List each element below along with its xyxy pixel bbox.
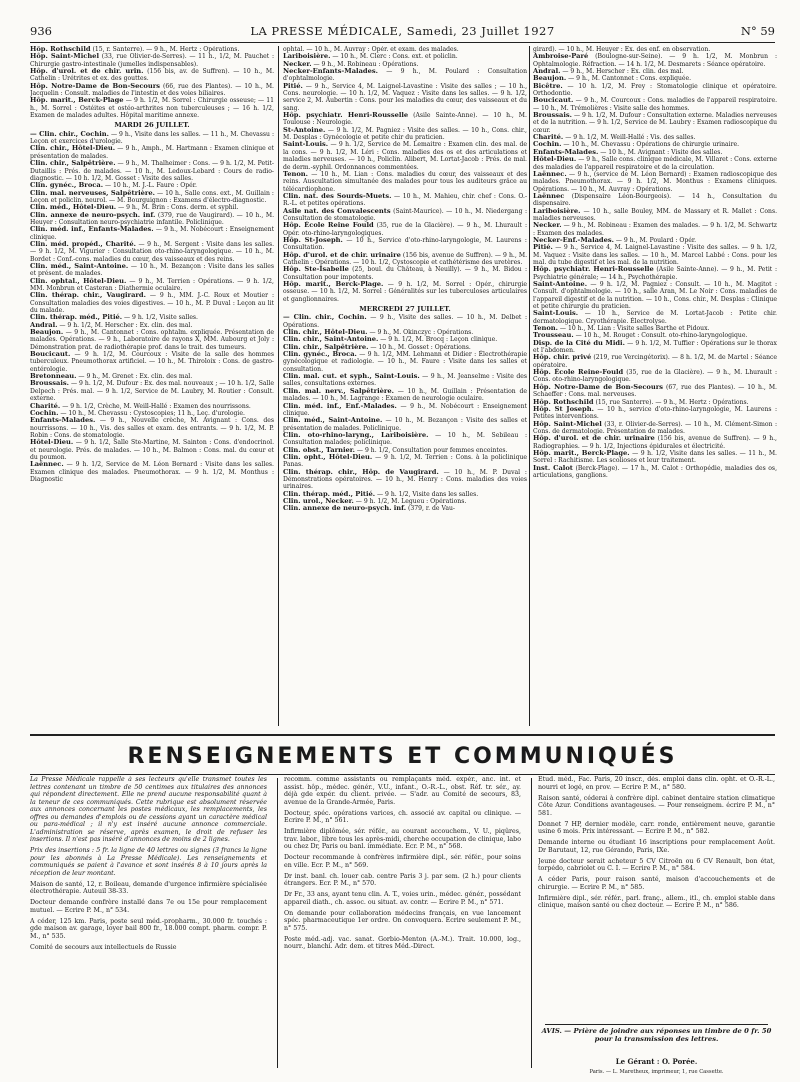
entry-institution: Necker-Enfants-Malades. xyxy=(283,67,378,76)
entry-institution: Hôp. Saint-Michel xyxy=(30,52,99,61)
schedule-entry xyxy=(30,403,274,410)
announcement: La Presse Médicale rappelle à ses lecteurs qu'elle transmet toutes les lettres contenant un timbre de 50 centimes aux titulaires des annonces qui répondent directement. Elle ne prend aucune responsabilité quant à la teneur de ces communiqués. Cette rubrique est absolument réservée aux annonces concernant les postes médicaux, les remplacements, les offres ou demandes d'emplois ou de cessions ayant un caractère médical ou para-médical ; il n'y est inséré aucune annonce commerciale. L'administration se réserve, après examen, le droit de refuser les insertions. Il n'est pas inséré d'annonces de moins de 2 lignes. xyxy=(30,776,267,843)
entry-text: (35, rue de la Glacière). — 9 h., M. Lhurault : Opér. oto-rhino-laryngologiques. xyxy=(283,222,527,237)
schedule-column-1 xyxy=(30,46,274,726)
schedule-entry xyxy=(533,193,777,208)
entry-institution: Clin. thérap. chir., Hôp. de Vaugirard. xyxy=(283,467,439,476)
entry-text: — 10 h., M. Lian : Visite salles Barthe et Pidoux. xyxy=(559,325,710,333)
announcement: Infirmière diplômée, sér. référ., au courant accouchem., V. U., piqûres, trav. labor., libre tous les après-midi, cherche occupation de clinique, labo ou chez Dr, Paris ou banl. immédiate. Ecr. P. M., n° 568. xyxy=(284,828,521,850)
entry-text: — 9 h., M. Courcoux : Cons. maladies de l'appareil respiratoire. — 10 h., M. Trémolières : Visite salle des hommes. xyxy=(533,97,777,112)
entry-text: — 10 h., M. Chevassu : Opérations de chirurgie urinaire. xyxy=(563,141,740,149)
entry-text: — 10 h., Service d'oto-rhino-laryngologie, M. Laurens : Consultation. xyxy=(283,236,527,252)
entry-institution: Hôp. marit., Berck-Plage xyxy=(30,96,124,105)
entry-institution: Clin. mal. cut. et syph., Saint-Louis. xyxy=(283,372,420,381)
entry-text: — 9 h. 1/2, Visite dans les salles. — 11 h., M. Sorrel : Rachitisme. Les scolioses et leur traitement. xyxy=(533,449,777,465)
entry-text: (15, r. Santerre). — 9 h., M. Hertz : Opérations. xyxy=(92,46,240,53)
schedule-entry xyxy=(30,351,274,373)
schedule-date-heading: MERCREDI 27 JUILLET. xyxy=(359,305,451,314)
avis-notice: AVIS. — Prière de joindre aux réponses un timbre de 0 fr. 50 pour la transmission des lettres. xyxy=(541,1027,772,1043)
entry-institution: Saint-Antoine. xyxy=(533,280,588,288)
page-number: 936 xyxy=(30,24,52,38)
schedule-entry xyxy=(283,417,527,432)
entry-text: (156 bis, avenue de Suffren). — 9 h., M. Cathelin : Opérations. — 10 h. 1/2, Cystoscopie et cathétérisme des uretères. xyxy=(283,251,527,266)
entry-text: — 9 h. 1/2, Service de M. Lemaitre : Examen clin. des mal. de la cons. — 9 h. 1/2, M. Léri : Cons. maladies des os et des articulations et maladies nerveuses. — 10 h., Policlin. Alibert, M. Lortat-Jacob : Prés. de mal. de derm.-syphil. Ordonnances commentées. xyxy=(283,141,527,171)
entry-institution: Laënnec xyxy=(533,191,565,200)
section-rule xyxy=(30,734,775,736)
schedule-entry xyxy=(30,212,274,227)
entry-institution: Clin. chir., Salpêtrière. xyxy=(283,342,369,351)
entry-text: — 10 h., M. Bezançon : Visite des salles et présentation de malades. Policlinique. xyxy=(283,417,527,432)
schedule-entry xyxy=(283,171,527,193)
schedule-entry xyxy=(30,97,274,119)
schedule-entry xyxy=(30,160,274,182)
entry-text: — 10 h., M. P. Duval : Démonstrations opératoires. — 10 h., M. Henry : Cons. maladies des voies urinaires. xyxy=(283,468,527,491)
entry-institution: Necker. xyxy=(533,221,562,230)
announcement: Infirmière dipl., sér. référ., parl. franç., allem., itl., ch. emploi stable dans clinique, maison santé ou chez docteur. — Ecrire P. M., n° 586. xyxy=(538,894,775,909)
entry-text: — 9 h. 1/2, MM. Lehmann et Didier : Électrothérapie gynécologique et radiologie. — 10 h., M. Faure : Visite dans les salles et consultation. xyxy=(283,351,527,373)
schedule-entry xyxy=(283,237,527,252)
entry-institution: Hôp. Notre-Dame de Bon-Secours xyxy=(533,382,664,391)
announcement: Docteur, spéc. opérations varices, ch. associé av. capital ou clinique. — Ecrire P. M., n° 561. xyxy=(284,809,521,824)
entry-institution: Boucicaut. xyxy=(30,350,71,359)
entry-institution: Clin. obst., Tarnier. xyxy=(283,445,355,454)
schedule-entry xyxy=(533,310,777,325)
announcement: A céder Paris, pour raison santé, maison d'accouchements et de chirurgie. — Ecrire P. M., n° 585. xyxy=(538,876,775,891)
announcement: Dr Fr., 33 ans, ayant tenu clin. A. T., voies urin., médec. génér., possédant appareil diath., ch. assoc. ou situat. av. contr. — Ecrire P. M., n° 571. xyxy=(284,891,521,906)
entry-institution: Hôp. marit., Berck-Plage. xyxy=(533,448,630,457)
entry-institution: Disp. de la Cité du Midi. xyxy=(533,338,625,347)
entry-text: — 9 h., M. Thalheimer : Cons. — 9 h. 1/2, M. Petit-Dutaillis : Prés. de malades. — 10 h., M. Ledoux-Lebard : Cours de radio-diagnostic. — 10 h. 1/2, M. Gosset : Visite des salles. xyxy=(30,160,274,182)
schedule-entry xyxy=(533,384,777,399)
schedule-column-3 xyxy=(533,46,777,726)
schedule-entry xyxy=(283,83,527,112)
schedule-entry xyxy=(30,439,274,461)
announcements-column-1 xyxy=(30,776,267,1076)
entry-institution: Inst. Calot xyxy=(533,463,573,472)
schedule-entry xyxy=(533,450,777,465)
schedule-entry xyxy=(283,222,527,237)
schedule-entry xyxy=(533,435,777,450)
announcement: Maison de santé, 12, r. Boileau, demande d'urgence infirmière spécialisée électrothérapie. Auteuil 38-33. xyxy=(30,880,267,895)
entry-institution: — Clin. chir., Cochin. xyxy=(30,129,109,138)
entry-institution: Clin. mal. nerveuses, Salpêtrière. xyxy=(30,188,156,197)
schedule-entry xyxy=(30,190,274,205)
entry-institution: Pitié. xyxy=(533,243,553,252)
schedule-entry xyxy=(30,68,274,83)
column-divider xyxy=(529,46,530,726)
entry-institution: Cochin. xyxy=(533,140,562,149)
entry-institution: Enfants-Malades. xyxy=(533,147,599,156)
announcement: Comité de secours aux intellectuels de Russie xyxy=(30,943,177,951)
schedule-entry xyxy=(533,244,777,266)
announcement: Jeune docteur serait acheteur 5 CV Citroën ou 6 CV Renault, bon état, torpédo, cabriolet ou C. I. — Ecrire P. M., n° 584. xyxy=(538,857,775,872)
entry-institution: Clin. thérap. méd., Pitié. xyxy=(283,489,376,498)
entry-institution: Clin. méd., Saint-Antoine. xyxy=(30,261,129,270)
entry-text: — 9 h. 1/2, Visite salles. xyxy=(124,314,198,322)
entry-institution: Trousseau. xyxy=(533,331,574,340)
entry-institution: Hôp. d'urol. et de chir. urinaire xyxy=(533,434,655,443)
entry-institution: Lariboisière. xyxy=(533,206,581,215)
schedule-entry xyxy=(283,281,527,303)
entry-text: — 10 h., M. Rouget : Consult. oto-rhino-laryngologique. xyxy=(575,332,748,340)
announcement: Docteur recommande à confrères infirmière dipl., sér. référ., pour soins en ville. Ecr. P. M., n° 569. xyxy=(284,854,521,869)
entry-institution: Saint-Louis. xyxy=(533,309,579,318)
entry-institution: Clin. gynéc., Broca. xyxy=(30,181,104,190)
entry-institution: Beaujon. xyxy=(30,328,64,337)
schedule-entry xyxy=(283,403,527,418)
entry-institution: Hôp. d'urol. et de chir. urin. xyxy=(30,67,144,76)
entry-text: — 9 h. 1/2, Visite dans les salles. xyxy=(377,490,479,498)
schedule-entry xyxy=(533,421,777,436)
printer-line: Paris. — L. Maretheux, imprimeur, 1, rue Cassette. xyxy=(589,1069,724,1075)
entry-institution: Clin. oto-rhino-laryng., Lariboisière. xyxy=(283,430,429,439)
schedule-entry xyxy=(533,53,777,68)
entry-institution: Clin. chir., Saint-Antoine. xyxy=(283,335,379,344)
entry-text: — 9 h. 1/2, Salle Ste-Martine, M. Sainton : Cons. d'endocrinol. et neurologie. Prés. de malades. — 10 h., M. Balmon : Cons. mal. du cœur et du poumon. xyxy=(30,439,274,461)
schedule-entry xyxy=(30,329,274,351)
schedule-entry xyxy=(30,292,274,314)
entry-text: — 9 h., M. Brin : Cons. derm. et syphil. xyxy=(118,204,239,212)
entry-text: — 10 h., M. Bezançon : Visite dans les salles et présent. de malades. xyxy=(30,262,274,278)
gerant-signature: Le Gérant : O. Porée. xyxy=(615,1057,698,1066)
entry-text: (33, rue Olivier-de-Serres). — 11 h., 1/2, M. Pauchet : Chirurgie gastro-intestinale (jumelles indispensables). xyxy=(30,53,274,68)
announcement: On demande pour collaboration médecins français, en vue lancement spéc. pharmaceutique 1er ordre. On convoquera. Ecrire seulement P. M., n° 575. xyxy=(284,909,521,932)
entry-institution: St-Antoine. xyxy=(283,125,326,134)
entry-text: (25, boul. du Château, à Neuilly). — 9 h., M. Bidou : Consultation pour impotents. xyxy=(283,266,527,281)
entry-text: — 9 h., M. Cantonnet : Cons. ophtalm. expliquée. Présentation de malades. Opérations. — 9 h., Laboratoire de rayons X, MM. Aubourg et Joly : Démonstration prat. de radiothérapie prof. dans le trait. des tumeurs. xyxy=(30,329,274,351)
entry-text: (Boulogne-sur-Seine). — 9 h. 1/2, M. Monbrun : Ophtalmologie. Réfraction. — 14 h. 1/2, M. Desmarets : Séance opératoire. xyxy=(533,53,777,68)
entry-institution: Broussais. xyxy=(30,379,69,388)
schedule-entry xyxy=(283,112,527,127)
schedule-entry xyxy=(283,314,527,329)
entry-institution: Laënnec. xyxy=(30,460,64,469)
schedule-entry xyxy=(283,266,527,281)
entry-text: (Saint-Maurice). — 10 h., M. Niedergang : Consultation de stomatologie. xyxy=(283,207,527,222)
schedule-entry xyxy=(30,314,274,321)
entry-text: (Berck-Plage). — 17 h., M. Calot : Orthopédie, maladies des os, articulations, ganglions. xyxy=(533,464,777,479)
entry-text: — 9 h. 1/2, M. Dufour : Consultation externe. Maladies nerveuses et de la nutrition. — 9 h. 1/2, Service de M. Laubry : Examen radioscopique du cœur. xyxy=(533,112,777,134)
entry-institution: Andral. xyxy=(30,320,58,329)
entry-text: — 9 h., Visite dans les salles. — 11 h., M. Chevassu : Leçon et exercices d'urologie. xyxy=(30,130,274,146)
entry-text: (379, rue de Vaugirard). — 10 h., M. Heuyer : Consultation neuro-psychiatrie infantile. Policlinique. xyxy=(30,211,274,226)
entry-institution: Saint-Louis. xyxy=(283,140,329,149)
entry-institution: Clin. ophtal., Hôtel-Dieu. xyxy=(30,276,127,285)
announcement: Raison santé, céderai à confrère dipl. cabinet dentaire station climatique Côte Azur. Conditions avantageuses. — Pour renseignem. écrire P. M., n° 581. xyxy=(538,794,775,817)
announcement: Dr inst. banl. ch. louer cab. centre Paris 3 j. par sem. (2 h.) pour clients étrangers. Ecr. P. M., n° 570. xyxy=(284,872,521,887)
schedule-entry xyxy=(30,322,274,329)
entry-institution: Necker. xyxy=(283,59,312,68)
schedule-entry xyxy=(283,252,527,267)
entry-institution: Asile nat. des Convalescents xyxy=(283,206,391,215)
schedule-entry xyxy=(533,369,777,384)
entry-text: — 9 h. 1/2, M. Herscher : Ex. clin. des mal. xyxy=(59,321,193,329)
entry-text: — 10 h., M. Mahieu, chir. chef : Cons. O.-R.-L. et petites opérations. xyxy=(283,192,527,208)
schedule-entry xyxy=(30,145,274,160)
entry-institution: Hôp. Rothschild xyxy=(533,397,594,406)
announcement: A céder, 125 km. Paris, poste seul méd.-propharm., 30.000 fr. touchés : gde maison av. garage, loyer bail 800 fr., 18.000 compt. pharm. compr. P. M., n° 535. xyxy=(30,917,267,940)
entry-text: (Dispensaire Léon-Bourgeois). — 14 h., Consultation du dispensaire. xyxy=(533,192,777,208)
avis-rule xyxy=(545,1024,768,1025)
entry-text: (Asile Sainte-Anne). — 9 h., M. Petit : Psychiatrie générale; — 14 h., Psychothérapie. xyxy=(533,266,777,281)
entry-institution: Hôp. d'urol. et de chir. urinaire xyxy=(283,250,401,259)
schedule-entry xyxy=(283,53,527,60)
entry-institution: Hôtel-Dieu. xyxy=(533,155,577,164)
entry-text: (Asile Sainte-Anne). — 10 h., M. Toulouse : Neurologie. xyxy=(283,112,527,127)
schedule-entry xyxy=(283,68,527,83)
entry-institution: Hôp. École Reine-Fould xyxy=(533,368,624,377)
schedule-entry xyxy=(30,461,274,483)
section-rule xyxy=(30,774,775,775)
entry-text: — 9 h., MM. J.-C. Roux et Moutier : Consultation maladies des voies digestives. — 10 h., M. P. Duval : Leçon au lit du malade. xyxy=(30,292,274,315)
page-header xyxy=(30,24,775,40)
journal-title: LA PRESSE MÉDICALE, Samedi, 23 Juillet 1927 xyxy=(250,24,555,38)
entry-text: — 9 h., M. Nobécourt : Enseignement clinique. xyxy=(283,402,527,417)
issue-number: N° 59 xyxy=(740,24,775,38)
entry-text: girard). — 10 h., M. Heuyer : Ex. des enf. en observation. xyxy=(533,46,711,53)
entry-text: — 10 h., M. Guillain : Présentation de malades. — 10 h., M. Lagrange : Examen de neurologie oculaire. xyxy=(283,387,527,403)
entry-institution: Necker-Enf.-Malades. xyxy=(533,235,614,244)
announcement: Prix des insertions : 5 fr. la ligne de 40 lettres ou signes (3 francs la ligne pour les abonnés à La Presse Médicale). Les renseignements et communiqués se paient à l'avance et sont insérés 8 à 10 jours après la réception de leur montant. xyxy=(30,847,267,877)
entry-text: — 9 h. 1/2, M. Tuffier : Opérations sur le thorax et l'abdomen. xyxy=(533,339,777,355)
schedule-entry xyxy=(533,340,777,355)
entry-text: — 9 h., Service 4, M. Laignel-Lavastine : Visite des salles ; — 10 h., Cons. neurologie. — 10 h. 1/2, M. Vaquez : Visite dans les salles. — 9 h. 1/2, service 2, M. Aubertin : Cons. pour les maladies du cœur, des vaisseaux et du sang. xyxy=(283,82,527,112)
entry-institution: Hôp. marit., Berck-Plage. xyxy=(283,280,384,288)
announcement: Demande interne ou étudiant 16 inscriptions pour remplacement Août. Dr Barutaut, 12, rue Gérando, Paris, IXe. xyxy=(538,839,775,854)
schedule-entry xyxy=(533,97,777,112)
entry-text: (66, rue des Plantes). — 10 h., M. Jacquelin : Consult. maladies de l'intestin et des voies biliaires. xyxy=(30,82,274,98)
entry-text: (219, rue Vercingétorix). — 8 h. 1/2, M. de Martel : Séance opératoire. xyxy=(533,354,777,369)
entry-text: — 10 h., Service de M. Lortat-Jacob : Petite chir. dermatologique. Cryothérapie. Électrolyse. xyxy=(533,310,777,325)
schedule-entry xyxy=(283,351,527,373)
schedule-entry xyxy=(30,226,274,241)
entry-institution: Clin. thérap. méd., Pitié. xyxy=(30,313,123,322)
entry-institution: Hôp. Ste-Isabelle xyxy=(283,265,349,274)
entry-institution: Hôp. psychiatr. Henri-Rousselle xyxy=(533,265,654,274)
entry-text: ophtal. — 10 h., M. Auvray : Opér. et exam. des malades. xyxy=(283,46,459,53)
entry-institution: Hôp. chir. privé xyxy=(533,353,592,362)
entry-text: — 9 h. 1/2, Consultation pour femmes enceintes. xyxy=(356,446,508,454)
entry-institution: Charité. xyxy=(30,401,61,410)
entry-institution: Hôp. Saint-Michel xyxy=(533,419,602,428)
column-divider xyxy=(531,778,532,1068)
entry-institution: Ambroise-Paré xyxy=(533,52,589,61)
entry-institution: Lariboisière. xyxy=(283,52,331,61)
entry-text: — 9 h. 1/2, M. Courcoux : Visite de la salle des hommes tuberculeux. Pneumothorax artificiel. — 10 h., M. Thiroloix : Cons. de gastro-entérologie. xyxy=(30,351,274,373)
entry-text: — 9 h. 1/2, M. Pagniez : Visite des salles. — 10 h., Cons. chir., M. Desplas : Gynécologie et petite chir du praticien. xyxy=(283,126,527,142)
schedule-column-2 xyxy=(283,46,527,726)
entry-text: — 10 h., M. Lian : Cons. maladies du cœur, des vaisseaux et des reins. Auscultation simultanée des malades pour tous les auditeurs grâce au télécardiophone. xyxy=(283,170,527,193)
entry-institution: Clin. annexe de neuro-psych. inf. xyxy=(30,210,156,219)
entry-text: — 10 h., salle Bouley, MM. de Massary et R. Mallet : Cons. maladies nerveuses. xyxy=(533,207,777,222)
announcement: Poste méd.-adj. vac. sanat. Gorbio-Menton (A.-M.). Trait. 10.000, log., nourr., blanchi. Adr. dem. et titres Méd.-Direct. xyxy=(284,935,521,950)
entry-text: (15, rue Santerre). — 9 h., M. Hertz : Opérations. xyxy=(595,398,749,406)
entry-text: (67, rue des Plantes). — 10 h., M. Schaeffer : Cons. mal. nerveuses. xyxy=(533,383,777,399)
entry-text: — 9 h., Salle cons. clinique médicale, M. Villaret : Cons. externe des maladies de l'appareil respiratoire et de la circulation. xyxy=(533,156,777,171)
schedule-entry xyxy=(283,193,527,208)
announcement: Étud. méd., Fac. Paris, 20 inscr., dés. emploi dans clin. opht. et O.-R.-L., nourri et logé, en prov. — Ecrire P. M., n° 580. xyxy=(538,776,775,791)
entry-text: — 9 h. 1/2, M. Terrien : Cons. à la policlinique Panas. xyxy=(283,453,527,469)
section-banner: RENSEIGNEMENTS ET COMMUNIQUÉS xyxy=(127,744,678,769)
schedule-entry xyxy=(533,281,777,310)
entry-text: — 10 h. 1/2, M. Frey : Stomatologie clinique et opératoire. Orthodontie. xyxy=(533,82,777,98)
schedule-entry xyxy=(283,454,527,469)
announcements-column-3 xyxy=(538,776,775,1026)
entry-text: — 10 h., M. Sebileau : Consultation malades; policlinique. xyxy=(283,431,527,447)
schedule-entry xyxy=(533,112,777,134)
entry-text: — 10 h., M. Gosset : Opérations. xyxy=(370,343,471,351)
column-divider xyxy=(278,46,279,726)
entry-institution: Clin. chir., Hôtel-Dieu. xyxy=(283,328,368,337)
entry-text: — 10 h., Salle cons. ext., M. Guillain : Leçon et policlin. neurol. — M. Bourguignon : Examens d'électro-diagnostic. xyxy=(30,189,274,204)
entry-institution: — Clin. chir., Cochin. xyxy=(283,313,367,322)
schedule-entry xyxy=(533,75,777,82)
entry-text: — 9 h., M. Nobécourt : Enseignement clinique. xyxy=(30,226,274,241)
entry-text: — 9 h. 1/2, M. Brocq : Leçon clinique. xyxy=(380,336,498,344)
entry-text: — 9 h. 1/2, Service de M. Léon Bernard : Visite dans les salles. Examen clinique des malades. Pneumothorax. — 9 h. 1/2, M. Monthus : Diagnostic xyxy=(30,461,274,483)
entry-text: — 9 h., M. Robineau : Examen des malades. — 9 h. 1/2, M. Schwartz : Examen des malades. xyxy=(533,222,777,237)
schedule-entry xyxy=(30,380,274,402)
entry-institution: Bicêtre. xyxy=(533,81,563,90)
column-divider xyxy=(277,778,278,1068)
entry-text: — 10 h., M. J.-L. Faure : Opér. xyxy=(104,182,197,190)
entry-text: — 9 h., Visite des salles. — 10 h., M. Delbet : Opérations. xyxy=(283,314,527,329)
entry-institution: Hôtel-Dieu. xyxy=(30,438,74,447)
entry-text: — 9 h., M. Grenet : Ex. clin. des mal. xyxy=(78,373,193,381)
entry-institution: Hôp. Rothschild xyxy=(30,46,91,53)
entry-text: — 9 h., M. Robineau : Opérations. xyxy=(313,60,419,68)
schedule-entry xyxy=(30,83,274,98)
entry-text: — 9 h., M. Poulard : Consultation d'ophtalmologie. xyxy=(283,68,527,83)
entry-institution: Clin. urol., Necker. xyxy=(283,496,354,505)
entry-institution: Clin. thérap. chir., Vaugirard. xyxy=(30,291,146,300)
entry-institution: Clin. méd. inf., Enfants-Malades. xyxy=(30,225,154,234)
announcements-column-2 xyxy=(284,776,521,1016)
entry-text: — 9 h., Service 4, M. Laignel-Lavastine : Visite des salles. — 9 h. 1/2, M. Vaquez : Visite dans les salles. — 10 h., M. Marcel Labbé : Cons. pour les mal. du tube digestif et les mal. de la nutrition. xyxy=(533,244,777,266)
schedule-entry xyxy=(533,406,777,421)
entry-institution: Pitié. xyxy=(283,81,303,90)
schedule-date-heading: MARDI 26 JUILLET. xyxy=(114,121,190,130)
schedule-entry xyxy=(533,171,777,193)
schedule-entry xyxy=(30,53,274,68)
schedule-entry xyxy=(283,141,527,170)
entry-text: — 9 h., M. Okinczyc : Opérations. xyxy=(369,329,474,337)
entry-text: — 10 h., M. Chevassu : Cystoscopies; 11 h., Leç. d'urologie. xyxy=(60,409,245,417)
entry-institution: Clin. gynéc., Broca. xyxy=(283,350,357,359)
entry-institution: Tenon. xyxy=(533,324,558,333)
entry-institution: Cochin. xyxy=(30,408,59,417)
entry-institution: Clin. opht., Hôtel-Dieu. xyxy=(283,452,373,461)
schedule-entry xyxy=(283,388,527,403)
entry-institution: Clin. méd. inf., Enf.-Malades. xyxy=(283,401,397,410)
schedule-entry xyxy=(30,417,274,439)
entry-institution: Clin. nat. des Sourds-Muets. xyxy=(283,191,392,200)
entry-text: — 10 h., service d'oto-rhino-laryngologie, M. Laurens : Petites interventions. xyxy=(533,405,777,421)
entry-text: — 10 h., M. Avignant : Visite des salles. xyxy=(600,148,723,156)
entry-text: — 9 h. 1/2, M. Dufour : Ex. des mal. nouveaux ; — 10 h. 1/2, Salle Delpech : Prés. mal. — 9 h. 1/2, Service de M. Laubry, M. Routier : Consult. externe. xyxy=(30,380,274,403)
entry-text: (156 bis, av. de Suffren). — 10 h., M. Cathelin : Urétrites et ex. des gouttes. xyxy=(30,68,274,83)
entry-institution: Clin. chir., Hôtel-Dieu. xyxy=(30,144,116,153)
entry-text: — 10 h., M. Clerc : Cons. ext. et policlin. xyxy=(332,53,458,61)
entry-institution: Clin. méd., Saint-Antoine. xyxy=(283,416,383,425)
header-rule xyxy=(30,42,775,43)
entry-text: — 9 h., M. Herscher : Ex. clin. des mal. xyxy=(562,68,684,76)
schedule-entry xyxy=(30,131,274,146)
schedule-entry xyxy=(533,222,777,237)
entry-institution: Broussais. xyxy=(533,111,572,120)
entry-institution: Clin. chir., Salpêtrière. xyxy=(30,159,116,168)
entry-text: — 9 h. 1/2, M. Weill-Hallé : Vis. des salles. xyxy=(565,134,696,142)
entry-text: — 9 h., Nouvelle crèche, M. Avignant : Cons. des nourrissons. — 10 h., Vis. des salles et exam. des entrants. — 9 h. 1/2, M. P. Robin : Cons. de stomatologie. xyxy=(30,417,274,439)
entry-institution: Charité. xyxy=(533,133,564,142)
entry-institution: Hôp. École Reine Fould xyxy=(283,221,374,230)
schedule-entry xyxy=(533,465,777,480)
entry-institution: Hôp. St-Joseph. xyxy=(283,235,343,244)
entry-text: — 9 h., M. Cantonnet : Cons. expliquée. xyxy=(568,75,692,83)
entry-text: — 9 h. 1/2, M. Pagniez : Consult. — 10 h., M. Magitot : Consult. d'ophtalmologie. — 10 h., salle Aran, M. Le Noir : Cons. maladies de l'appareil digestif et de la nutrition. — 10 h., Cons. chir., M. Desplas : Clinique et petite chirurgie du praticien. xyxy=(533,281,777,311)
entry-institution: Hôp. psychiatr. Henri-Rousselle xyxy=(283,111,409,120)
entry-institution: Hôp. Notre-Dame de Bon-Secours xyxy=(30,81,161,90)
entry-institution: Hôp. St Joseph. xyxy=(533,404,594,413)
announcement: Donnet 7 HP, dernier modèle, carr. ronde, entièrement neuve, garantie usine 6 mois. Prix intéressant. — Ecrire P. M., n° 582. xyxy=(538,820,775,835)
entry-institution: Clin. mal. nerv., Salpêtrière. xyxy=(283,386,394,395)
schedule-entry xyxy=(533,83,777,98)
entry-text: — 9 h. 1/2, Crèche, M. Weill-Hallé : Examen des nourrissons. xyxy=(62,402,251,410)
entry-institution: Clin. méd. propéd., Charité. xyxy=(30,239,136,248)
entry-text: — 9 h. 1/2, M. Legueu : Opérations. xyxy=(355,497,467,505)
entry-institution: Beaujon. xyxy=(533,74,567,83)
entry-text: — 9 h., M. Sergent : Visite dans les salles. — 9 h. 1/2, M. Vigurier : Consultation oto-rhino-laryngologique. — 10 h., M. Bordet : Conf.-cons. maladies du cœur, des vaisseaux et des reins. xyxy=(30,240,274,263)
schedule-entry xyxy=(283,469,527,491)
schedule-entry xyxy=(30,278,274,293)
schedule-entry xyxy=(283,432,527,447)
schedule-entry xyxy=(533,266,777,281)
entry-text: — 9 h., (service de M. Léon Bernard) : Examen radioscopique des malades. Pneumothorax. — 9 h. 1/2, M. Monthus : Examens cliniques. Opérations. — 10 h., M. Auvray : Opérations. xyxy=(533,170,777,193)
schedule-entry xyxy=(283,373,527,388)
announcement: recomm. comme assistants ou remplaçants méd. expér., anc. int. et assist. hôp., médec. génér., V.U., infant., O.-R.-L., obst. Réf. tr. sér., ay. déjà gde expér. du client. privée. — S'adr. au Comité de secours, 83, avenue de la Grande-Armée, Paris. xyxy=(284,776,521,806)
entry-institution: Clin. méd., Hôtel-Dieu. xyxy=(30,203,117,212)
entry-institution: Laënnec. xyxy=(533,169,567,178)
schedule-entry xyxy=(30,241,274,263)
schedule-entry xyxy=(30,263,274,278)
announcement: Docteur demande confrère installé dans 7e ou 15e pour remplacement mutuel. — Ecrire P. M., n° 534. xyxy=(30,899,267,914)
entry-institution: Bretonneau. xyxy=(30,372,77,381)
entry-institution: Andral. xyxy=(533,67,561,76)
entry-institution: Clin. annexe de neuro-psych. inf. xyxy=(283,504,407,513)
entry-text: (379, r. de Vau- xyxy=(408,505,455,513)
entry-text: — 9 h. 1/2, M. Sorrel : Chirurgie osseuse; — 11 h., M. Sorrel : Ostéites et ostéo-arthrites non tuberculeuses ; — 16 h. 1/2, Examen de malades adultes. Hôpital maritime annexe. xyxy=(30,97,274,120)
entry-institution: Tenon. xyxy=(283,169,308,178)
entry-text: — 9 h. 1/2, M. Sorrel : Opér., chirurgie osseuse. — 10 h. 1/2, M. Sorrel : Généralités sur les tuberculoses articulaires et ganglionnaires. xyxy=(283,281,527,303)
schedule-entry xyxy=(533,354,777,369)
entry-text: (35, rue de la Glacière). — 9 h., M. Lhurault : Cons. oto-rhino-laryngologique. xyxy=(533,369,777,384)
entry-text: — 9 h., Amph., M. Hartmann : Examen clinique et présentation de malades. xyxy=(30,145,274,160)
entry-institution: Boucicaut. xyxy=(533,96,574,105)
entry-institution: Enfants-Malades. xyxy=(30,416,96,425)
schedule-entry xyxy=(533,208,777,223)
schedule-entry xyxy=(283,127,527,142)
entry-text: — 9 h., M. Terrien : Opérations. — 9 h. 1/2, MM. Monbrun et Casteran : Diathermie oculaire. xyxy=(30,277,274,292)
entry-text: (156 bis, avenue de Suffren). — 9 h., Radiographies. — 9 h. 1/2, Injections épidurales et électricité. xyxy=(533,435,777,450)
schedule-entry xyxy=(283,505,527,512)
entry-text: — 9 h., M. Poulard : Opér. xyxy=(615,236,697,244)
entry-text: — 9 h., M. Jeanselme : Visite des salles, consultations externes. xyxy=(283,373,527,388)
entry-text: (33, r. Olivier-de-Serres). — 10 h., M. Clément-Simon : Cons. de dermatologie. Présentation de malades. xyxy=(533,420,777,435)
schedule-entry xyxy=(533,156,777,171)
